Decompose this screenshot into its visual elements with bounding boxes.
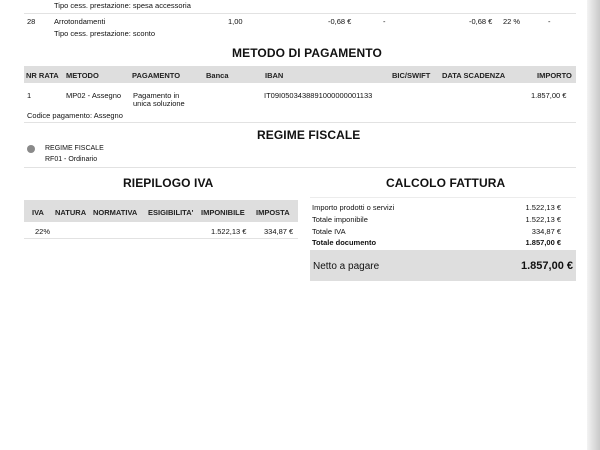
page-edge-shadow [587, 0, 600, 450]
col-natura: NATURA [55, 208, 87, 217]
calcolo-value: 334,87 € [531, 227, 561, 236]
payment-pagamento: unica soluzione [133, 99, 185, 108]
col-nr-rata: NR RATA [26, 71, 59, 80]
line-item-quantity: 1,00 [228, 17, 243, 26]
divider [24, 238, 298, 239]
riepilogo-iva: 22% [35, 227, 51, 236]
divider [310, 197, 576, 198]
col-pagamento: PAGAMENTO [132, 71, 181, 80]
line-item-total: -0,68 € [469, 17, 493, 26]
regime-label: REGIME FISCALE [45, 145, 104, 152]
col-iva: IVA [32, 208, 44, 217]
riepilogo-imponibile: 1.522,13 € [211, 227, 247, 236]
divider [24, 13, 576, 14]
col-iban: IBAN [265, 71, 284, 80]
line-item-description: Arrotondamenti [54, 17, 106, 26]
line-item-price: -0,68 € [328, 17, 352, 26]
col-data-scadenza: DATA SCADENZA [442, 71, 506, 80]
calcolo-label: Totale IVA [312, 227, 346, 236]
payment-table-header [24, 66, 576, 83]
bullet-icon [27, 145, 35, 153]
regime-section-title: REGIME FISCALE [257, 128, 361, 142]
col-bic: BIC/SWIFT [392, 71, 431, 80]
netto-label: Netto a pagare [313, 261, 380, 272]
divider [24, 122, 576, 123]
payment-section-title: METODO DI PAGAMENTO [232, 46, 382, 60]
riepilogo-imposta: 334,87 € [264, 227, 294, 236]
netto-value: 1.857,00 € [521, 260, 573, 272]
payment-iban: IT09I0503438891000000001133 [264, 91, 373, 100]
calcolo-label: Totale imponibile [312, 215, 368, 224]
col-imponibile: IMPONIBILE [201, 208, 245, 217]
line-item-iva: 22 % [503, 17, 521, 26]
col-esigibilita: ESIGIBILITA' [148, 208, 194, 217]
line-item-note: Tipo cess. prestazione: spesa accessoria [54, 1, 191, 10]
col-banca: Banca [206, 71, 229, 80]
line-item-discount: - [383, 17, 386, 26]
calcolo-total-label: Totale documento [312, 238, 377, 247]
riepilogo-section-title: RIEPILOGO IVA [123, 176, 214, 190]
col-metodo: METODO [66, 71, 99, 80]
col-normativa: NORMATIVA [93, 208, 138, 217]
divider [24, 167, 576, 168]
payment-metodo: MP02 - Assegno [66, 91, 122, 100]
calcolo-value: 1.522,13 € [525, 203, 561, 212]
calcolo-label: Importo prodotti o servizi [312, 203, 395, 212]
payment-rata: 1 [27, 91, 32, 100]
line-item-number: 28 [27, 17, 36, 26]
payment-importo: 1.857,00 € [531, 91, 567, 100]
col-imposta: IMPOSTA [256, 208, 290, 217]
calcolo-section-title: CALCOLO FATTURA [386, 176, 506, 190]
payment-pagamento: Pagamento in [133, 91, 180, 100]
netto-a-pagare-box [310, 250, 576, 281]
line-item-extra: - [548, 17, 551, 26]
regime-value: RF01 - Ordinario [45, 156, 98, 163]
calcolo-value: 1.522,13 € [525, 215, 561, 224]
riepilogo-table-header [24, 200, 298, 222]
line-item-note: Tipo cess. prestazione: sconto [54, 29, 156, 38]
col-importo: IMPORTO [537, 71, 572, 80]
payment-code: Codice pagamento: Assegno [27, 111, 123, 120]
calcolo-total-value: 1.857,00 € [525, 238, 561, 247]
